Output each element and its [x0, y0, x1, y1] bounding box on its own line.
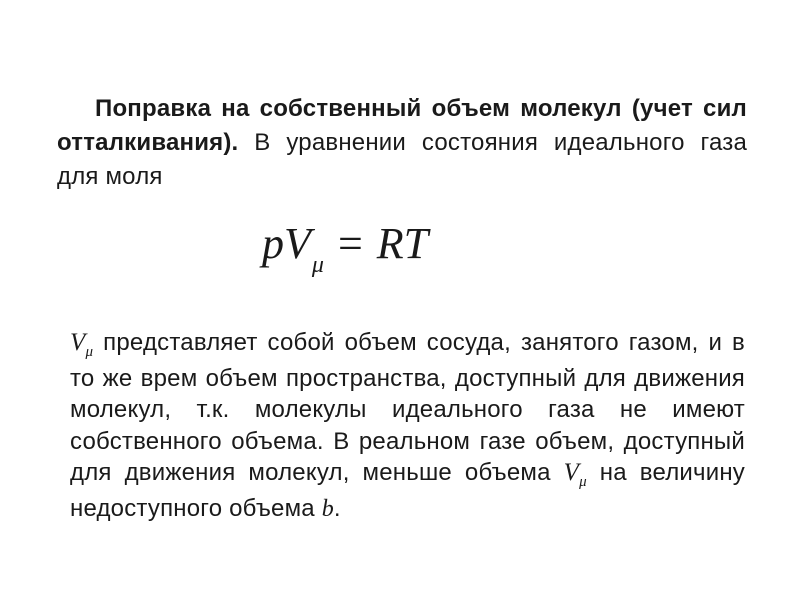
ideal-gas-equation — [262, 214, 428, 284]
formula-pressure: p — [262, 219, 284, 268]
intro-paragraph — [57, 92, 747, 194]
symbol-v-mu-2 — [563, 459, 587, 490]
formula-equals-sign: = — [337, 219, 363, 268]
explanation-text-2: на величину недоступного объема — [70, 459, 745, 522]
explanation-text-1: представляет собой объем сосуда, занятого газом, и в то же врем объем пространства, доступный для движения молекул, т.к. молекулы идеального газа не имеют собственного объема. В реальном газе объем, доступный для движения молекул, меньше объема — [70, 329, 745, 486]
formula-volume: V — [284, 219, 311, 268]
symbol-mu: μ — [85, 344, 94, 360]
formula-rhs: RT — [376, 219, 429, 268]
explanation-paragraph — [70, 327, 745, 525]
symbol-b: b — [321, 495, 334, 522]
section-heading: Поправка на собственный объем молекул (учет сил отталкивания). — [57, 95, 747, 156]
symbol-v: V — [70, 329, 86, 356]
formula-mu-subscript: μ — [311, 252, 324, 278]
symbol-v-mu — [70, 329, 94, 360]
symbol-v-2: V — [563, 459, 580, 486]
symbol-mu-2: μ — [579, 474, 587, 490]
intro-text: В уравнении состояния идеального газа для моля — [57, 129, 747, 190]
explanation-end: . — [333, 494, 341, 522]
